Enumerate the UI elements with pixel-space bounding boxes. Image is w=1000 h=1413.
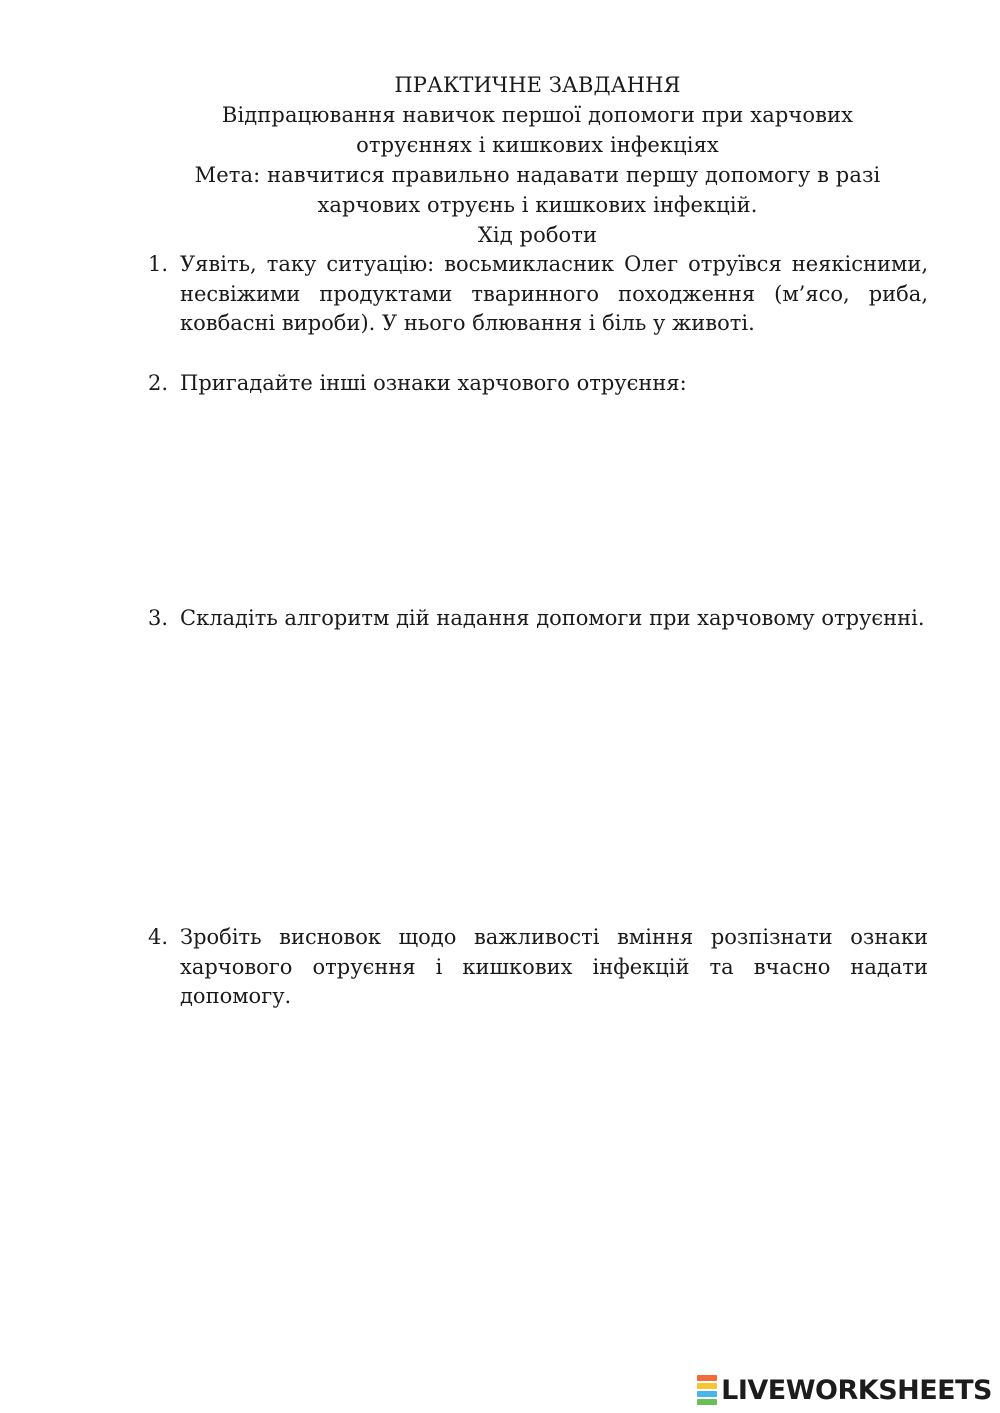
- worksheet-goal-line-2: харчових отруєнь і кишкових інфекцій.: [317, 193, 758, 217]
- logo-bar-2: [697, 1383, 717, 1389]
- worksheet-subtitle-line-2: отруєннях і кишкових інфекціях: [356, 133, 719, 157]
- logo-bar-1: [697, 1375, 717, 1381]
- task-number: 4.: [148, 925, 169, 949]
- liveworksheets-logo-icon: [697, 1375, 719, 1405]
- procedure-heading: Хід роботи: [477, 223, 598, 247]
- liveworksheets-brand: [697, 1373, 992, 1407]
- brand-wordmark: LIVEWORKSHEETS: [721, 1374, 992, 1406]
- task-item-2: [148, 369, 928, 399]
- worksheet-goal-line-1: Мета: навчитися правильно надавати першу допомогу в разі: [194, 163, 881, 187]
- worksheet-subtitle-line-1: Відпрацювання навичок першої допомоги при харчових: [221, 103, 854, 127]
- task-text: Уявіть, таку ситуацію: восьмикласник Олег отруївся неякісними, несвіжими продуктами тваринного походження (м’ясо, риба, ковбасні вироби). У нього блювання і біль у животі.: [180, 252, 928, 335]
- task-item-3: [148, 604, 928, 634]
- task-item-4: [148, 923, 928, 1012]
- task-item-1: [148, 250, 928, 339]
- task-text: Пригадайте інші ознаки харчового отруєння:: [180, 371, 687, 395]
- worksheet-header: [130, 70, 945, 250]
- task-text: Зробіть висновок щодо важливості вміння розпізнати ознаки харчового отруєння і кишкових інфекцій та вчасно надати допомогу.: [180, 925, 928, 1008]
- task-number: 1.: [148, 252, 169, 276]
- worksheet-title: ПРАКТИЧНЕ ЗАВДАННЯ: [394, 73, 681, 97]
- logo-bar-4: [697, 1399, 717, 1405]
- task-number: 2.: [148, 371, 169, 395]
- task-number: 3.: [148, 606, 169, 630]
- logo-bar-3: [697, 1391, 717, 1397]
- task-text: Складіть алгоритм дій надання допомоги при харчовому отруєнні.: [180, 606, 925, 630]
